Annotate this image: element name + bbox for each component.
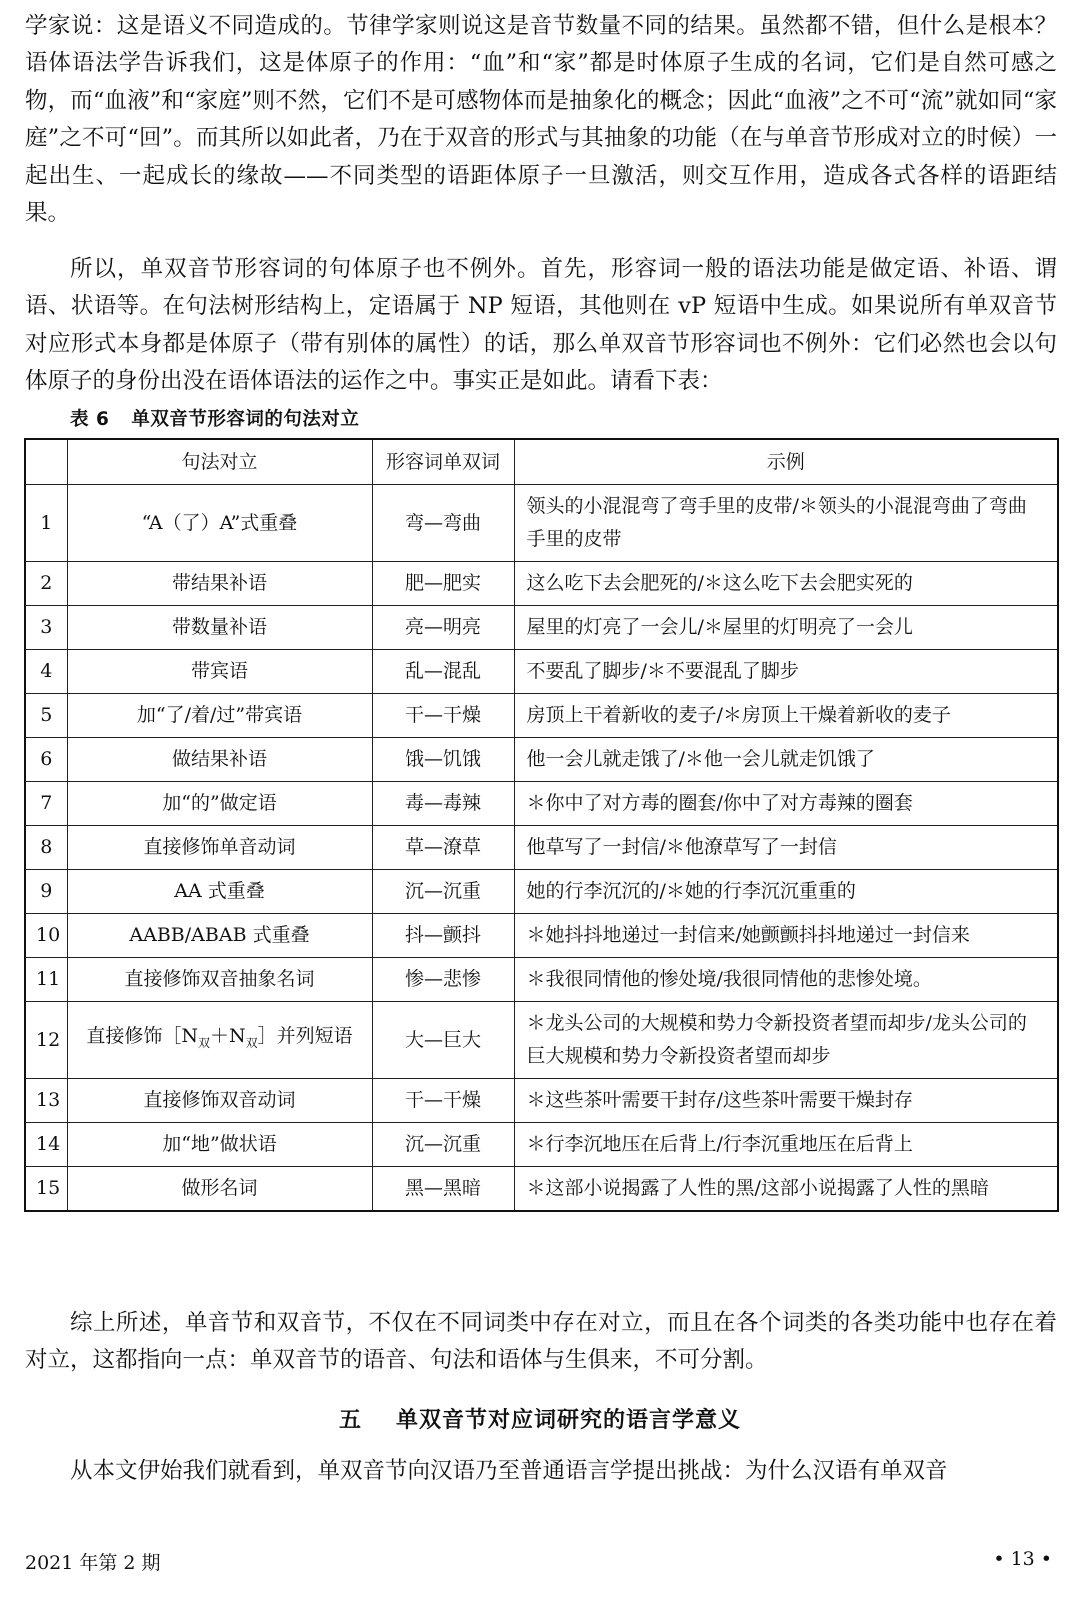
- row-adjective-pair: 沉—沉重: [372, 1123, 514, 1167]
- table-caption-title: 单双音节形容词的句法对立: [131, 409, 360, 430]
- row-adjective-pair: 抖—颤抖: [372, 914, 514, 958]
- header-adjective-pair: 形容词单双词: [372, 439, 514, 485]
- row-example: 她的行李沉沉的/＊她的行李沉沉重重的: [514, 870, 1058, 914]
- row-syntax-type: 直接修饰单音动词: [67, 826, 372, 870]
- row-example: ＊龙头公司的大规模和势力令新投资者望而却步/龙头公司的巨大规模和势力令新投资者望而却步: [514, 1002, 1058, 1079]
- table-row: [25, 958, 1058, 1002]
- row-example: 这么吃下去会肥死的/＊这么吃下去会肥实死的: [514, 562, 1058, 606]
- row-example: ＊这部小说揭露了人性的黑/这部小说揭露了人性的黑暗: [514, 1167, 1058, 1212]
- row-number: 15: [25, 1167, 67, 1212]
- section-number: 五: [338, 1408, 362, 1433]
- row-example: 房顶上干着新收的麦子/＊房顶上干燥着新收的麦子: [514, 694, 1058, 738]
- row-syntax-type: 加“地”做状语: [67, 1123, 372, 1167]
- row-number: 4: [25, 650, 67, 694]
- row-adjective-pair: 黑—黑暗: [372, 1167, 514, 1212]
- row-adjective-pair: 弯—弯曲: [372, 485, 514, 562]
- section-heading: [0, 1403, 1080, 1434]
- row-example: 不要乱了脚步/＊不要混乱了脚步: [514, 650, 1058, 694]
- row-example: ＊她抖抖地递过一封信来/她颤颤抖抖地递过一封信来: [514, 914, 1058, 958]
- body-paragraph-4: 从本文伊始我们就看到，单双音节向汉语乃至普通语言学提出挑战：为什么汉语有单双音: [70, 1458, 948, 1484]
- table-row: [25, 485, 1058, 562]
- header-syntax-contrast: 句法对立: [67, 439, 372, 485]
- row-syntax-type: 带宾语: [67, 650, 372, 694]
- row-syntax-type-sub1: 双: [197, 1035, 210, 1050]
- table-row: [25, 1079, 1058, 1123]
- row-syntax-type: 做结果补语: [67, 738, 372, 782]
- row-number: 10: [25, 914, 67, 958]
- body-paragraph-2: 所以，单双音节形容词的句体原子也不例外。首先，形容词一般的语法功能是做定语、补语、谓语、状语等。在句法树形结构上，定语属于 NP 短语，其他则在 vP 短语中生成。如果说所有单双音节对应形式本身都是体原子（带有别体的属性）的话，那么单双音节形容词也不例外：它们必然也会以句体原子的身份出没在语体语法的运作之中。事实正是如此。请看下表：: [25, 256, 1057, 395]
- row-number: 8: [25, 826, 67, 870]
- table-row: [25, 1002, 1058, 1079]
- row-example: ＊行李沉地压在后背上/行李沉重地压在后背上: [514, 1123, 1058, 1167]
- table-row: [25, 606, 1058, 650]
- row-adjective-pair: 大—巨大: [372, 1002, 514, 1079]
- section-title: 单双音节对应词研究的语言学意义: [396, 1408, 742, 1433]
- row-syntax-type: [67, 1002, 372, 1079]
- row-syntax-type-prefix: 直接修饰［N: [86, 1025, 198, 1048]
- row-number: 3: [25, 606, 67, 650]
- row-syntax-type: 带数量补语: [67, 606, 372, 650]
- table-row: [25, 870, 1058, 914]
- row-syntax-type-suffix: ］并列短语: [257, 1025, 353, 1048]
- row-syntax-type: “A（了）A”式重叠: [67, 485, 372, 562]
- row-adjective-pair: 惨—悲惨: [372, 958, 514, 1002]
- journal-issue: 2021 年第 2 期: [25, 1552, 161, 1574]
- page-number: • 13 •: [993, 1548, 1052, 1570]
- table-row: [25, 650, 1058, 694]
- table-row: [25, 1167, 1058, 1212]
- row-adjective-pair: 草—潦草: [372, 826, 514, 870]
- row-example: 屋里的灯亮了一会儿/＊屋里的灯明亮了一会儿: [514, 606, 1058, 650]
- row-syntax-type-sub2: 双: [245, 1035, 258, 1050]
- row-example: 他一会儿就走饿了/＊他一会儿就走饥饿了: [514, 738, 1058, 782]
- row-number: 13: [25, 1079, 67, 1123]
- row-adjective-pair: 乱—混乱: [372, 650, 514, 694]
- header-index: [25, 439, 67, 485]
- table-caption-number: 表 6: [70, 409, 110, 430]
- row-number: 12: [25, 1002, 67, 1079]
- row-example: ＊你中了对方毒的圈套/你中了对方毒辣的圈套: [514, 782, 1058, 826]
- row-adjective-pair: 毒—毒辣: [372, 782, 514, 826]
- row-syntax-type-mid: ＋N: [209, 1025, 246, 1048]
- table-row: [25, 694, 1058, 738]
- row-syntax-type: 直接修饰双音动词: [67, 1079, 372, 1123]
- row-syntax-type: 做形名词: [67, 1167, 372, 1212]
- row-example: ＊这些茶叶需要干封存/这些茶叶需要干燥封存: [514, 1079, 1058, 1123]
- row-example: 他草写了一封信/＊他潦草写了一封信: [514, 826, 1058, 870]
- row-example: 领头的小混混弯了弯手里的皮带/＊领头的小混混弯曲了弯曲手里的皮带: [514, 485, 1058, 562]
- row-number: 14: [25, 1123, 67, 1167]
- row-example: ＊我很同情他的惨处境/我很同情他的悲惨处境。: [514, 958, 1058, 1002]
- row-number: 7: [25, 782, 67, 826]
- row-syntax-type: 直接修饰双音抽象名词: [67, 958, 372, 1002]
- row-adjective-pair: 饿—饥饿: [372, 738, 514, 782]
- row-number: 1: [25, 485, 67, 562]
- row-syntax-type: AABB/ABAB 式重叠: [67, 914, 372, 958]
- row-number: 5: [25, 694, 67, 738]
- row-syntax-type: AA 式重叠: [67, 870, 372, 914]
- row-number: 2: [25, 562, 67, 606]
- row-number: 9: [25, 870, 67, 914]
- row-number: 6: [25, 738, 67, 782]
- table-row: [25, 1123, 1058, 1167]
- row-adjective-pair: 肥—肥实: [372, 562, 514, 606]
- row-syntax-type: 加“的”做定语: [67, 782, 372, 826]
- syntax-contrast-table: [24, 438, 1059, 1212]
- table-row: [25, 782, 1058, 826]
- row-number: 11: [25, 958, 67, 1002]
- table-header-row: [25, 439, 1058, 485]
- row-adjective-pair: 干—干燥: [372, 1079, 514, 1123]
- row-syntax-type: 加“了/着/过”带宾语: [67, 694, 372, 738]
- header-example: 示例: [514, 439, 1058, 485]
- table-row: [25, 562, 1058, 606]
- body-paragraph-3: 综上所述，单音节和双音节，不仅在不同词类中存在对立，而且在各个词类的各类功能中也存在着对立，这都指向一点：单双音节的语音、句法和语体与生俱来，不可分割。: [25, 1310, 1057, 1374]
- table-row: [25, 826, 1058, 870]
- table-caption: [70, 405, 359, 431]
- row-adjective-pair: 沉—沉重: [372, 870, 514, 914]
- table-row: [25, 738, 1058, 782]
- body-paragraph-1: 学家说：这是语义不同造成的。节律学家则说这是音节数量不同的结果。虽然都不错，但什么是根本？语体语法学告诉我们，这是体原子的作用：“血”和“家”都是时体原子生成的名词，它们是自然可感之物，而“血液”和“家庭”则不然，它们不是可感物体而是抽象化的概念；因此“血液”之不可“流”就如同“家庭”之不可“回”。而其所以如此者，乃在于双音的形式与其抽象的功能（在与单音节形成对立的时候）一起出生、一起成长的缘故——不同类型的语距体原子一旦激活，则交互作用，造成各式各样的语距结果。: [25, 13, 1057, 227]
- row-adjective-pair: 亮—明亮: [372, 606, 514, 650]
- table-row: [25, 914, 1058, 958]
- row-syntax-type: 带结果补语: [67, 562, 372, 606]
- row-adjective-pair: 干—干燥: [372, 694, 514, 738]
